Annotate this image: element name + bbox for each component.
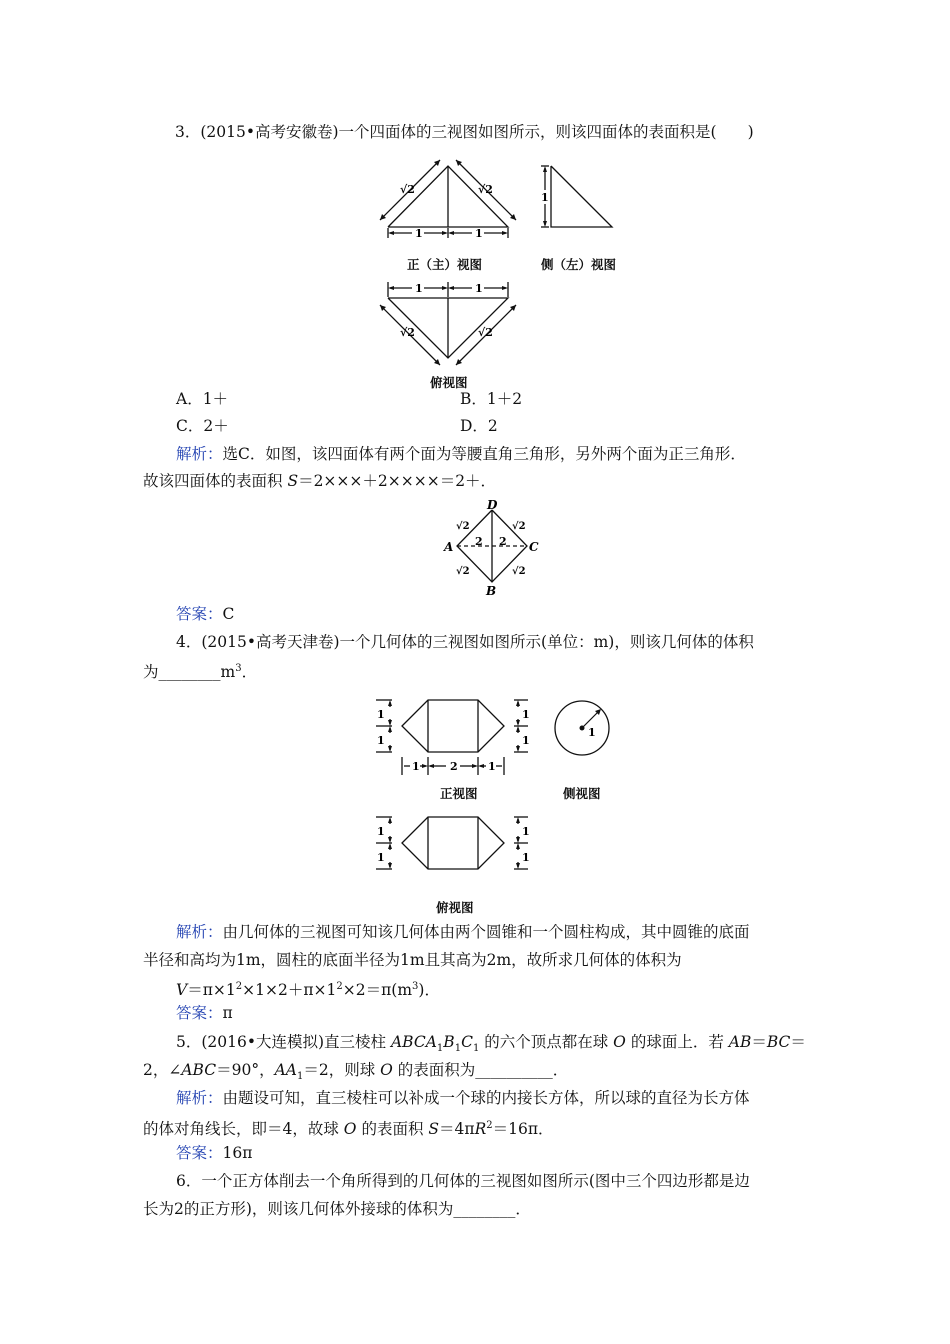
q6-stem-line1: 6．一个正方体削去一个角所得到的几何体的三视图如图所示(图中三个四边形都是边 xyxy=(176,1172,750,1190)
q4-top-caption: 俯视图 xyxy=(436,900,474,915)
q4-top-dim-right-top: 1 xyxy=(522,825,530,838)
q5-analysis-line2: 的体对角线长，即＝4，故球 O 的表面积 $S=4\pi R^2=16\pi$． xyxy=(143,1120,554,1139)
q4-analysis-line1: 解析：由几何体的三视图可知该几何体由两个圆锥和一个圆柱构成，其中圆锥的底面 xyxy=(176,923,750,941)
q3-option-d: D．2 xyxy=(460,417,498,435)
q4-front-dim-right-top: 1 xyxy=(522,708,530,721)
q4-front-dim-left-bottom: 1 xyxy=(377,734,385,747)
q4-front-dim-bottom-mid: 2 xyxy=(450,760,458,773)
q5-answer-label: 答案： xyxy=(176,1144,223,1162)
q4-side-view-diagram xyxy=(550,698,620,758)
q4-answer xyxy=(176,1003,233,1023)
q4-side-caption: 侧视图 xyxy=(563,786,601,801)
q3-tetrahedron-diagram xyxy=(440,500,550,600)
q3-front-dim-1b: 1 xyxy=(475,227,483,240)
q3-option-c: C．2＋ xyxy=(176,417,229,435)
q6-stem-line2: 长为2的正方形)，则该几何体外接球的体积为________． xyxy=(143,1200,531,1218)
q3-stem: 3．(2015•高考安徽卷)一个四面体的三视图如图所示，则该四面体的表面积是( ) xyxy=(175,123,754,141)
q3-tetra-2-right: 2 xyxy=(499,535,507,548)
q3-analysis-text1: 选C．如图，该四面体有两个面为等腰直角三角形，另外两个面为正三角形． xyxy=(222,445,746,463)
q4-stem-line1: 4．(2015•高考天津卷)一个几何体的三视图如图所示(单位：m)，则该几何体的体积 xyxy=(176,633,754,651)
q4-top-view-diagram xyxy=(370,812,540,877)
q4-side-radius-1: 1 xyxy=(588,726,596,739)
q3-front-dim-1a: 1 xyxy=(415,227,423,240)
q3-answer-value: C xyxy=(222,605,235,623)
q3-vertex-a: A xyxy=(444,540,454,554)
q3-answer-label: 答案： xyxy=(176,605,223,623)
q4-answer-value: π xyxy=(222,1004,233,1022)
q3-vertex-c: C xyxy=(529,540,539,554)
q4-analysis-line2: 半径和高均为1m，圆柱的底面半径为1m且其高为2m，故所求几何体的体积为 xyxy=(143,951,682,969)
q4-front-dim-right-bottom: 1 xyxy=(522,734,530,747)
q4-top-dim-left-top: 1 xyxy=(377,825,385,838)
q4-analysis-line3: $V=\pi\times 1^2\times 1\times 2+\pi\times 1^2\times 2=\pi(m^3)$． xyxy=(176,981,440,1000)
q3-tetra-sqrt2-bl: √2 xyxy=(456,566,470,577)
q3-option-a: A．1＋ xyxy=(176,390,229,408)
q3-option-b: B．1＋2 xyxy=(460,390,523,408)
q5-stem-line2: 2，∠ABC＝90°，$AA_1=2$，则球 O 的表面积为__________． xyxy=(143,1061,569,1083)
q3-answer xyxy=(176,604,234,624)
q5-answer-value: 16π xyxy=(222,1144,253,1162)
q3-analysis-line1 xyxy=(176,444,746,464)
q3-top-caption: 俯视图 xyxy=(430,375,468,390)
q5-stem-line1: 5．(2016•大连模拟)直三棱柱 $ABCA_1B_1C_1$ 的六个顶点都在球 O 的球面上．若 AB＝BC＝ xyxy=(176,1033,806,1055)
q3-tetra-2-left: 2 xyxy=(475,535,483,548)
q5-analysis-label: 解析： xyxy=(176,1089,223,1107)
q3-side-dim-1: 1 xyxy=(541,191,549,204)
q5-answer xyxy=(176,1143,252,1163)
q5-analysis-line1: 解析：由题设可知，直三棱柱可以补成一个球的内接长方体，所以球的直径为长方体 xyxy=(176,1089,750,1107)
q3-front-sqrt2-left: √2 xyxy=(400,183,415,196)
q3-top-dim-1b: 1 xyxy=(475,282,483,295)
q4-top-dim-left-bottom: 1 xyxy=(377,851,385,864)
q4-top-dim-right-bottom: 1 xyxy=(522,851,530,864)
q3-analysis-label: 解析： xyxy=(176,445,223,463)
q3-front-caption: 正（主）视图 xyxy=(407,257,483,272)
q3-side-caption: 侧（左）视图 xyxy=(541,257,617,272)
q4-front-dim-bottom-left: 1 xyxy=(412,760,420,773)
q4-analysis-label: 解析： xyxy=(176,923,223,941)
q4-front-dim-left-top: 1 xyxy=(377,708,385,721)
q3-front-view-diagram xyxy=(370,160,530,240)
q3-analysis-line2: 故该四面体的表面积 S＝2×××＋2××××＝2＋． xyxy=(143,472,497,490)
q3-vertex-d: D xyxy=(487,498,498,512)
q3-tetra-sqrt2-br: √2 xyxy=(512,566,526,577)
q3-top-sqrt2-left: √2 xyxy=(400,326,415,339)
q4-front-caption: 正视图 xyxy=(440,786,478,801)
q3-front-sqrt2-right: √2 xyxy=(478,183,493,196)
q3-side-view-diagram xyxy=(535,160,625,240)
q3-tetra-sqrt2-tr: √2 xyxy=(512,521,526,532)
q4-front-view-diagram xyxy=(370,695,540,785)
q4-answer-label: 答案： xyxy=(176,1004,223,1022)
q3-vertex-b: B xyxy=(486,584,497,598)
q4-stem-line2: 为$\_\_\_\_\_\_\_\_m^3$． xyxy=(143,663,258,682)
q4-front-dim-bottom-right: 1 xyxy=(488,760,496,773)
q3-top-view-diagram xyxy=(370,278,530,368)
q3-tetra-sqrt2-tl: √2 xyxy=(456,521,470,532)
q3-top-sqrt2-right: √2 xyxy=(478,326,493,339)
q3-top-dim-1a: 1 xyxy=(415,282,423,295)
